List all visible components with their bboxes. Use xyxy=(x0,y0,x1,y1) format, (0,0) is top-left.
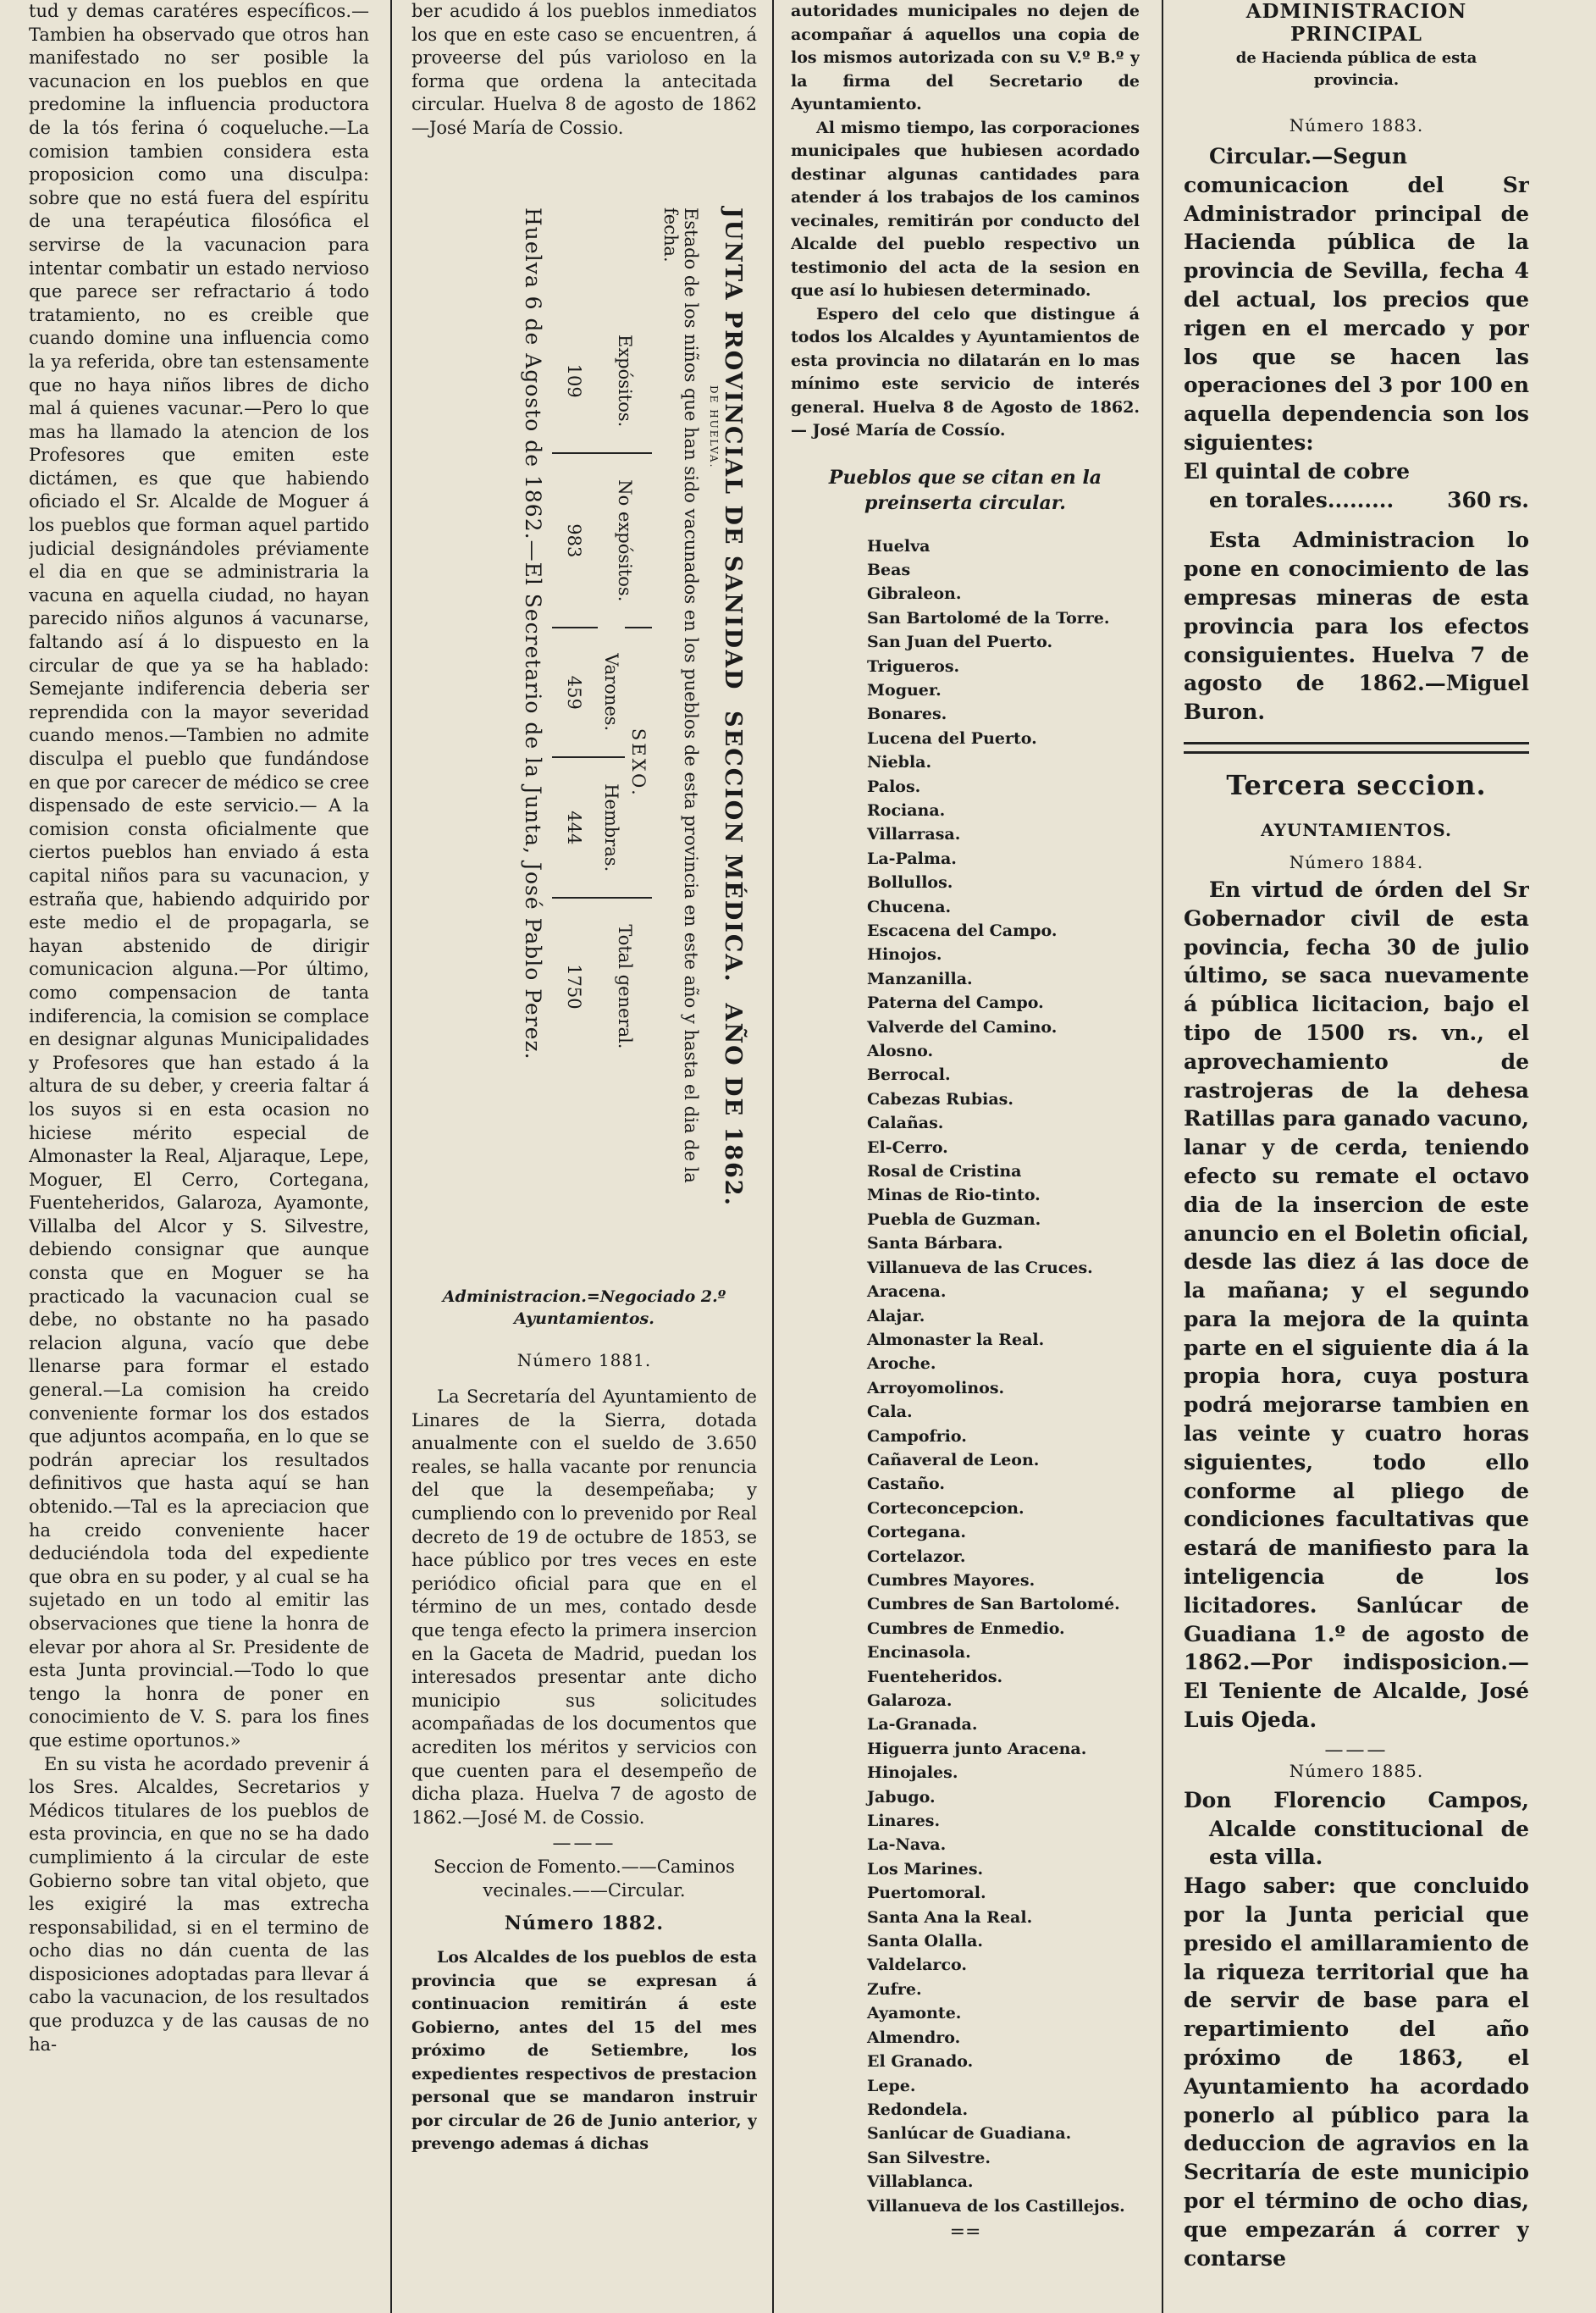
town-item: Aroche. xyxy=(867,1354,936,1374)
town-item: Cañaveral de Leon. xyxy=(867,1450,1040,1469)
table-heading: JUNTA PROVINCIAL DE SANIDAD xyxy=(720,208,746,691)
vaccination-table xyxy=(552,309,652,1075)
separator: ——— xyxy=(552,1833,616,1855)
town-item: Cumbres de Enmedio. xyxy=(867,1619,1065,1638)
town-item: Los Marines. xyxy=(867,1859,984,1879)
town-item: San Juan del Puerto. xyxy=(867,633,1053,652)
town-item: Encinasola. xyxy=(867,1643,971,1663)
town-item: Niebla. xyxy=(867,753,932,772)
table-col-header: No expósitos. xyxy=(598,453,652,628)
section-title: Tercera seccion. xyxy=(1226,768,1487,801)
body-paragraph: tud y demas caratéres específicos.— Tambien ha observado que otros han manifestado no ser posible la vacunacion en los pueblos en que predomine la influencia productora de la tós ferina ó coqueluche.—La comision tambien considera esta proposicion como una disculpa: sobre que no está fuera del espíritu de una terapéutica filosófica el servirse de la vacunacion para intentar combatir un estado nervioso que parece ser refractario á todo tratamiento, no es creible que cuando domine una influencia como la ya referida, obre tan estensamente que no haya niños libres de dicho mal á quienes vacunar.—Pero lo que mas ha llamado la atencion de los Profesores que emiten este dictámen, es que que habiendo oficiado el Sr. Alcalde de Moguer á los pueblos que forman aquel partido judicial designándoles préviamente el dia en que se administraria la vacuna en aquella ciudad, no hayan parecido niños algunos á vacunarse, faltando así á lo dispuesto en la circular de que ya se ha hablado: Semejante indiferencia deberia ser reprendida con la mayor severidad cuando menos.—Tambien no admite disculpa el pueblo que fundándose en que por carecer de médico se cree dispensado de este servicio.— A la comision consta oficialmente que ciertos pueblos han enviado á esta capital niños para su vacunacion, y estraña que, habiendo adquirido por este medio el de propagarla, se hayan abstenido de dirigir comunicacion alguna.—Por último, como compensacion de tanta indiferencia, la comision se complace en designar algunas Municipalidades y Profesores que han estado á la altura de su deber, y creeria faltar á los suyos si en esta ocasion no hiciese mérito especial de Almonaster la Real, Aljaraque, Lepe, Moguer, El Cerro, Cortegana, Fuenteheridos, Galaroza, Ayamonte, Villalba del Alcor y S. Silvestre, debiendo consignar que aunque consta que en Moguer se ha practicado la vacunacion cual se debe, no obstante no ha pasado relacion alguna, vacío que debe llenarse para formar el estado general.—La comision ha creido conveniente formar los dos estados que adjuntos acompaña, en lo que se podrán apreciar los resultados definitivos que hasta aquí se han obtenido.—Tal es la apreciacion que ha creido conveniente hacer deduciéndola toda del expediente que obra en su poder, y al cual se ha sujetado en un todo al emitir las observaciones que tiene la honra de elevar por ahora al Sr. Presidente de esta Junta provincial.—Todo lo que tengo la honra de poner en conocimiento de V. S. para los fines que estime oportunos.» xyxy=(29,1,369,1751)
vaccination-table-rotated xyxy=(416,208,746,1207)
town-item: Villarrasa. xyxy=(867,825,961,844)
town-item: Berrocal. xyxy=(867,1065,951,1085)
table-section: SECCION MÉDICA. xyxy=(720,711,746,983)
table-cell: 1750 xyxy=(552,898,598,1074)
column-1 xyxy=(29,0,369,2313)
town-item: Cortegana. xyxy=(867,1523,967,1542)
town-item: Bonares. xyxy=(867,705,947,724)
town-item: Cala. xyxy=(867,1403,913,1422)
column-rule xyxy=(1162,0,1163,2313)
admin-title: ADMINISTRACION PRINCIPAL xyxy=(1245,0,1467,46)
table-cell: 983 xyxy=(552,453,598,628)
notice-number: Número 1882. xyxy=(504,1912,665,1935)
town-item: Fuenteheridos. xyxy=(867,1667,1003,1686)
table-description: Estado de los niños que han sido vacunados en los pueblos de esta provincia en este año y hasta el dia de la fecha. xyxy=(660,208,701,1183)
town-item: Alosno. xyxy=(867,1042,934,1061)
town-item: Santa Olalla. xyxy=(867,1932,983,1951)
town-item: Almendro. xyxy=(867,2028,961,2047)
town-item: Cumbres de San Bartolomé. xyxy=(867,1595,1120,1614)
town-item: Huelva xyxy=(867,536,931,556)
town-item: Campofrio. xyxy=(867,1426,967,1446)
town-item: San Silvestre. xyxy=(867,2148,991,2167)
town-item: Redondela. xyxy=(867,2100,969,2119)
town-item: Corteconcepcion. xyxy=(867,1498,1024,1518)
column-rule xyxy=(772,0,774,2313)
column-2-lower xyxy=(411,1286,757,2156)
table-group-header: SEXO. xyxy=(625,628,652,898)
town-item: Escacena del Campo. xyxy=(867,921,1058,940)
town-item: Castaño. xyxy=(867,1475,945,1494)
notice-number: Número 1884. xyxy=(1289,851,1424,872)
column-4 xyxy=(1184,0,1529,2313)
separator: ——— xyxy=(1324,1739,1389,1761)
town-item: Cumbres Mayores. xyxy=(867,1570,1035,1590)
town-item: La-Nava. xyxy=(867,1835,947,1855)
table-col-header: Hembras. xyxy=(598,757,625,898)
table-cell: 109 xyxy=(564,363,584,398)
vaccination-table-block xyxy=(411,0,757,1211)
town-item: Gibraleon. xyxy=(867,584,962,604)
body-paragraph: En su vista he acordado prevenir á los Sres. Alcaldes, Secretarios y Médicos titulares de los pueblos de esta provincia, en que no se ha dado cumplimiento á la circular de este Gobierno sobre tan vital objeto, que les exigiré la mas extrecha responsabilidad, si en el termino de ocho dias no dán cuenta de las disposiciones adoptadas para llevar á cabo la vacunacion, de los resultados que produzca y de las causas de no ha- xyxy=(29,1753,369,2055)
notice-body: Los Alcaldes de los pueblos de esta provincia que se expresan á continuacion remitirán á este Gobierno, antes del 15 del mes próximo de Setiembre, los expedientes respectivos de prestacion personal que se mandaron instruir por circular de 26 de Junio anterior, y prevengo ademas á dichas xyxy=(411,1948,757,2154)
town-item: Moguer. xyxy=(867,680,942,700)
town-item: Santa Ana la Real. xyxy=(867,1907,1033,1927)
section-divider xyxy=(1184,742,1529,754)
price-label: El quintal de cobre xyxy=(1184,458,1411,484)
town-item: Bollullos. xyxy=(867,873,953,893)
town-item: El Granado. xyxy=(867,2052,974,2072)
town-item: Linares. xyxy=(867,1812,941,1831)
town-item: Cortelazor. xyxy=(867,1547,966,1566)
column-2 xyxy=(411,0,757,2313)
town-item: Chucena. xyxy=(867,897,952,916)
town-item: Arroyomolinos. xyxy=(867,1378,1005,1397)
price-value: 360 rs. xyxy=(1447,487,1529,512)
column-3 xyxy=(791,0,1140,2313)
town-item: Lepe. xyxy=(867,2076,916,2095)
town-item: Rociana. xyxy=(867,800,946,820)
notice-body: Hago saber: que concluido por la Junta pericial que presido el amillaramiento de la riqueza territorial que ha de servir de base para el repartimiento del año próximo de 1863, el Ayuntamiento ha acordado ponerlo al público para la deduccion de agravios en la Secritaría de este municipio por el término de ocho dias, que empezarán á correr y contarse xyxy=(1184,1873,1529,2271)
table-cell: 444 xyxy=(552,757,598,898)
town-item: Higuerra junto Aracena. xyxy=(867,1739,1087,1758)
town-item: Puebla de Guzman. xyxy=(867,1209,1041,1229)
town-item: Villanueva de las Cruces. xyxy=(867,1258,1093,1277)
table-year: AÑO DE 1862. xyxy=(720,1003,746,1207)
town-item: Hinojos. xyxy=(867,945,942,965)
town-item: Paterna del Campo. xyxy=(867,993,1044,1013)
body-paragraph: Al mismo tiempo, las corporaciones municipales que hubiesen acordado destinar algunas cantidades para atender á los trabajos de los caminos vecinales, remitirán por conducto del Alcalde del pueblo respectivo un testimonio del acta de la sesion en que así lo hubiesen determinado. xyxy=(791,118,1140,300)
towns-list xyxy=(791,534,1140,2218)
notice-body: Circular.—Segun comunicacion del Sr Administrador principal de Hacienda pública de la provincia de Sevilla, fecha 4 del actual, los precios que rigen en el mercado y por los que se hacen las operaciones del 3 por 100 en aquella dependencia son los siguientes: xyxy=(1184,144,1529,455)
body-paragraph: autoridades municipales no dejen de acompañar á aquellos una copia de los mismos autorizada con su V.º B.º y la firma del Secretario de Ayuntamiento. xyxy=(791,2,1140,113)
town-item: La-Palma. xyxy=(867,849,957,868)
table-col-header: Varones. xyxy=(601,653,621,732)
notice-body: La Secretaría del Ayuntamiento de Linares de la Sierra, dotada anualmente con el sueldo de 3.650 reales, se halla vacante por renuncia del que la desempeñaba; y cumpliendo con lo prevenido por Real decreto de 19 de octubre de 1853, se hace público por tres veces en este periódico oficial para que en el término de un mes, contado desde que tenga efecto la primera insercion en la Gaceta de Madrid, puedan los interesados presentar ante dicho municipio sus solicitudes acompañadas de los documentos que acrediten los méritos y servicios con que cuenten para el desempeño de dicha plaza. Huelva 7 de agosto de 1862.—José M. de Cossio. xyxy=(411,1386,757,1828)
price-row xyxy=(1184,486,1529,515)
section-heading: Seccion de Fomento.——Caminos vecinales.——Circular. xyxy=(434,1856,735,1901)
notice-number: Número 1885. xyxy=(1289,1760,1424,1781)
town-item: Beas xyxy=(867,560,911,579)
town-item: Alajar. xyxy=(867,1306,925,1325)
section-subtitle: AYUNTAMIENTOS. xyxy=(1261,819,1452,840)
town-item: Aracena. xyxy=(867,1282,947,1302)
town-item: El-Cerro. xyxy=(867,1137,948,1157)
town-item: Sanlúcar de Guadiana. xyxy=(867,2124,1072,2144)
town-item: Puertomoral. xyxy=(867,1884,986,1903)
town-item: Lucena del Puerto. xyxy=(867,728,1037,748)
notice-body: Esta Administracion lo pone en conocimiento de las empresas mineras de esta provincia para los efectos consiguientes. Huelva 7 de agosto de 1862.—Miguel Buron. xyxy=(1184,528,1529,725)
admin-subtitle: de Hacienda pública de esta provincia. xyxy=(1235,49,1477,89)
town-item: Valdelarco. xyxy=(867,1956,967,1975)
price-item: en torales......... xyxy=(1209,487,1394,512)
end-mark: == xyxy=(949,2221,981,2243)
town-item: Valverde del Camino. xyxy=(867,1017,1058,1037)
town-item: Villablanca. xyxy=(867,2172,974,2192)
town-item: Minas de Rio-tinto. xyxy=(867,1186,1041,1205)
notice-number: Número 1883. xyxy=(1289,115,1424,136)
town-item: Zufre. xyxy=(867,1979,922,1999)
town-item: Hinojales. xyxy=(867,1763,958,1783)
town-item: Villanueva de los Castillejos. xyxy=(867,2196,1125,2216)
town-item: La-Granada. xyxy=(867,1715,978,1735)
town-item: Santa Bárbara. xyxy=(867,1234,1003,1253)
table-col-header: Expósitos. xyxy=(615,335,635,428)
table-col-header: Total general. xyxy=(598,898,652,1074)
notice-number: Número 1881. xyxy=(516,1350,652,1370)
notice-body: Don Florencio Campos, Alcalde constitucional de esta villa. xyxy=(1184,1787,1529,1870)
town-item: Rosal de Cristina xyxy=(867,1162,1022,1181)
town-item: Palos. xyxy=(867,777,921,796)
town-item: Almonaster la Real. xyxy=(867,1330,1045,1349)
town-item: Galaroza. xyxy=(867,1691,953,1710)
notice-body: En virtud de órden del Sr Gobernador civil de esta povincia, fecha 30 de julio último, se saca nuevamente á pública licitacion, bajo el tipo de 1500 rs. vn., el aprovechamiento de rastrojeras de la dehesa Ratillas para ganado vacuno, lanar y de cerda, teniendo efecto su remate el octavo dia de la insercion de este anuncio en el Boletin oficial, desde las diez á las doce de la mañana; y el segundo para la mejora de la quinta parte en el siguiente dia á la propia hora, cuya postura podrá mejorarse tambien en las veinte y cuatro horas siguientes, todo ello conforme al pliego de condiciones facultativas que estará de manifiesto para la inteligencia de los licitadores. Sanlúcar de Guadiana 1.º de agosto de 1862.—Por indisposicion.—El Teniente de Alcalde, José Luis Ojeda. xyxy=(1184,877,1529,1733)
table-heading-sub: DE HUELVA. xyxy=(708,385,720,469)
column-rule xyxy=(390,0,392,2313)
town-item: Ayamonte. xyxy=(867,2004,962,2023)
town-item: Manzanilla. xyxy=(867,969,973,988)
table-cell: 459 xyxy=(552,628,598,757)
body-paragraph: Espero del celo que distingue á todos los Alcaldes y Ayuntamientos de esta provincia no dilatarán en lo mas mínimo este servicio de interés general. Huelva 8 de Agosto de 1862.— José María de Cossío. xyxy=(791,304,1140,440)
table-signature: Huelva 6 de Agosto de 1862.—El Secretario de la Junta, José Pablo Perez. xyxy=(521,208,545,1060)
town-item: Jabugo. xyxy=(867,1787,936,1807)
admin-header: Administracion.=Negociado 2.º Ayuntamientos. xyxy=(442,1287,726,1328)
town-item: Trigueros. xyxy=(867,656,960,676)
town-item: Cabezas Rubias. xyxy=(867,1089,1013,1109)
body-paragraph: ber acudido á los pueblos inmediatos los que en este caso se encuentren, á proveerse del pús varioloso en la forma que ordena la antecitada circular. Huelva 8 de agosto de 1862 —José María de Cossio. xyxy=(411,1,757,138)
town-item: San Bartolomé de la Torre. xyxy=(867,608,1110,628)
towns-heading: Pueblos que se citan en la preinserta circular. xyxy=(828,466,1102,514)
table-header xyxy=(720,208,746,1207)
town-item: Calañas. xyxy=(867,1114,944,1133)
